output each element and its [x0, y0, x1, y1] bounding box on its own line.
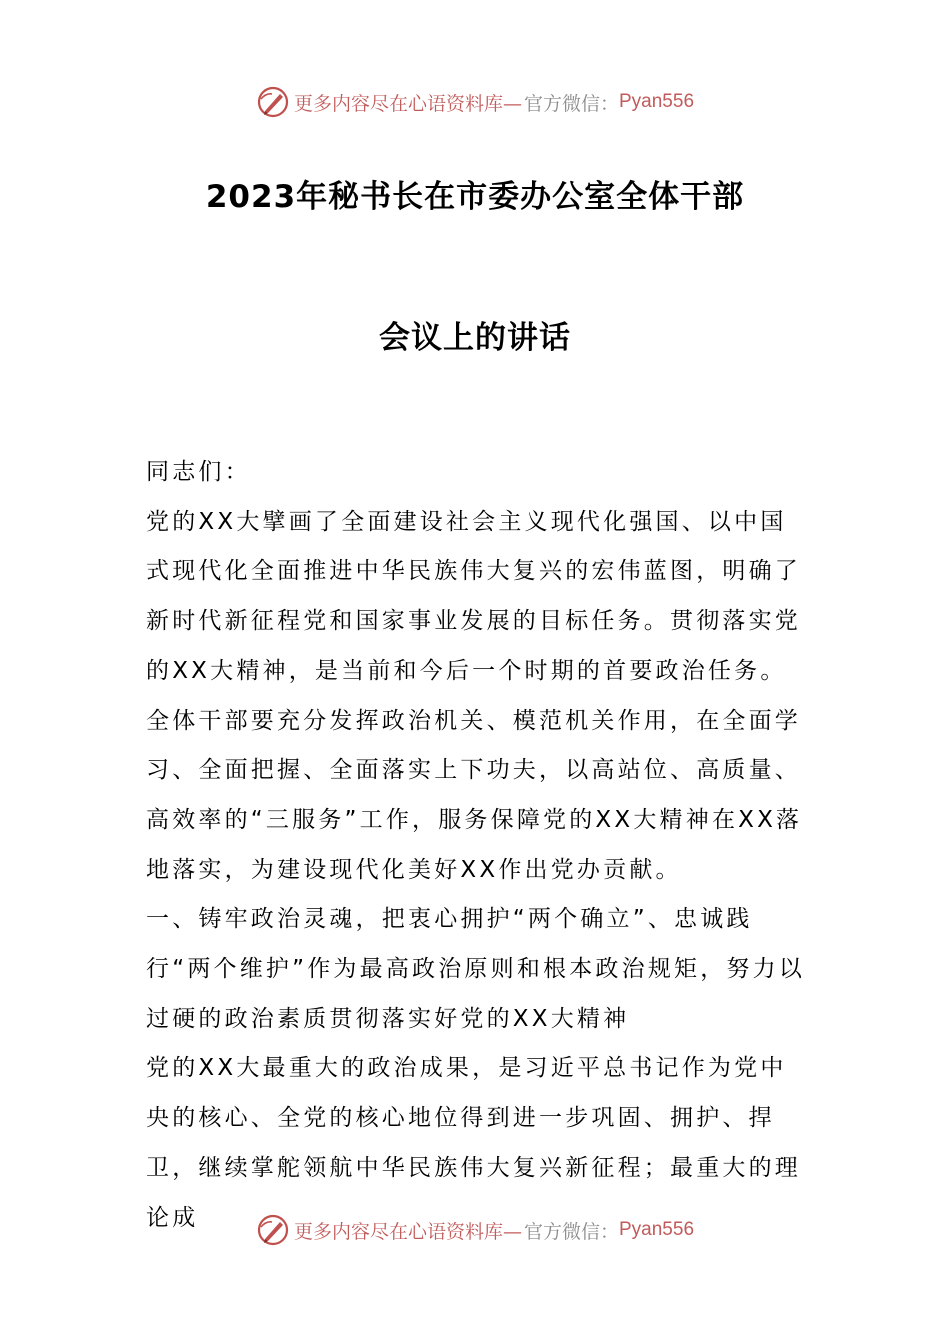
watermark-text: 更多内容尽在心语资料库— [293, 92, 522, 115]
document-title-line-1: 2023年秘书长在市委办公室全体干部 [205, 179, 745, 215]
pen-logo-icon [256, 85, 290, 119]
watermark-handle: Pyan556 [619, 1219, 695, 1240]
watermark-wechat-label: 官方微信： [523, 92, 619, 115]
body-paragraph: 党的XX大最重大的政治成果，是习近平总书记作为党中央的核心、全党的核心地位得到进一步巩固、拥护、捍卫，继续掌舵领航中华民族伟大复兴新征程；最重大的理论成 [146, 1055, 801, 1231]
body-paragraph: 党的XX大擘画了全面建设社会主义现代化强国、以中国式现代化全面推进中华民族伟大复兴的宏伟蓝图，明确了新时代新征程党和国家事业发展的目标任务。贯彻落实党的XX大精神，是当前和今后一个时期的首要政治任务。全体干部要充分发挥政治机关、模范机关作用，在全面学习、全面把握、全面落实上下功夫，以高站位、高质量、高效率的“三服务”工作，服务保障党的XX大精神在XX落地落实，为建设现代化美好XX作出党办贡献。 [146, 508, 803, 883]
header-watermark [0, 82, 950, 122]
watermark-text: 更多内容尽在心语资料库— [293, 1220, 522, 1243]
salutation: 同志们： [146, 459, 251, 485]
document-title-line-2: 会议上的讲话 [379, 320, 571, 356]
watermark-handle: Pyan556 [619, 91, 695, 112]
section-heading: 一、铸牢政治灵魂，把衷心拥护“两个确立”、忠诚践行“两个维护”作为最高政治原则和根本政治规矩，努力以过硬的政治素质贯彻落实好党的XX大精神 [146, 906, 806, 1032]
pen-logo-icon [256, 1213, 290, 1247]
watermark-wechat-label: 官方微信： [523, 1220, 619, 1243]
footer-watermark [0, 1210, 950, 1250]
document-body [146, 448, 808, 1243]
